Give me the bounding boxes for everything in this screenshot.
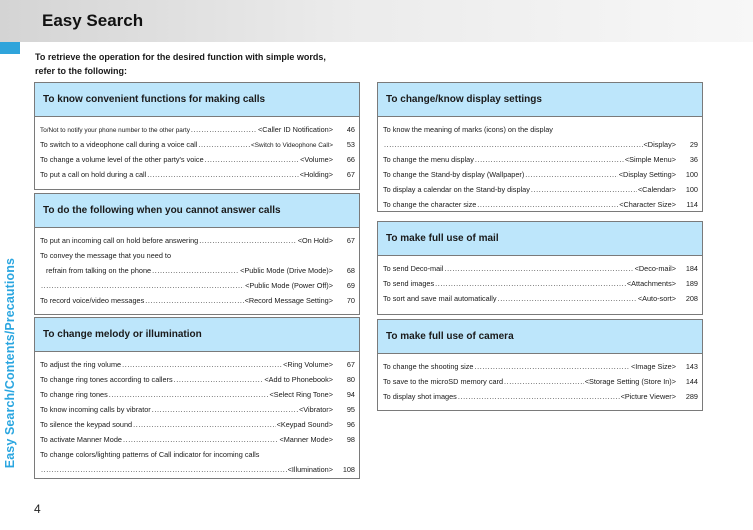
reference-row xyxy=(383,359,698,374)
side-index-label: Easy Search/Contents/Precautions xyxy=(3,258,17,469)
row-page-number: 67 xyxy=(346,170,355,179)
row-function-name: <Keypad Sound> xyxy=(276,420,333,429)
row-function-name: <Public Mode (Drive Mode)> xyxy=(240,266,333,275)
section-cannot-answer xyxy=(34,193,360,315)
dot-leader xyxy=(41,462,287,477)
row-description: To put a call on hold during a call xyxy=(40,170,147,179)
row-page-number: 100 xyxy=(685,170,698,179)
row-function-name: <On Hold> xyxy=(297,236,333,245)
row-function-name: <Storage Setting (Store In)> xyxy=(584,377,676,386)
row-description: To activate Manner Mode xyxy=(40,435,122,444)
row-page-number: 108 xyxy=(342,465,355,474)
dot-leader xyxy=(152,402,298,417)
row-function-name: <Record Message Setting> xyxy=(244,296,333,305)
reference-row xyxy=(40,248,355,263)
intro-text xyxy=(35,50,365,78)
reference-row xyxy=(40,263,355,278)
row-function-name: <Volume> xyxy=(300,155,333,164)
row-description: To change the character size xyxy=(383,200,477,209)
reference-row xyxy=(40,278,355,293)
row-page-number: 98 xyxy=(346,435,355,444)
section-title: To make full use of camera xyxy=(378,320,702,354)
section-camera xyxy=(377,319,703,411)
dot-leader xyxy=(174,372,264,387)
dot-leader xyxy=(475,152,624,167)
reference-row xyxy=(40,402,355,417)
row-description: To/Not to notify your phone number to the other party xyxy=(40,127,190,134)
section-rows xyxy=(35,117,359,182)
row-function-name: <Holding> xyxy=(299,170,333,179)
side-tab-marker xyxy=(0,42,20,54)
reference-row xyxy=(40,387,355,402)
dot-leader xyxy=(477,197,618,212)
row-page-number: 143 xyxy=(685,362,698,371)
reference-row xyxy=(40,233,355,248)
intro-line: refer to the following: xyxy=(35,66,127,76)
row-description: To record voice/video messages xyxy=(40,296,145,305)
reference-row xyxy=(40,417,355,432)
reference-row xyxy=(40,167,355,182)
row-page-number: 53 xyxy=(346,140,355,149)
dot-leader xyxy=(435,276,626,291)
row-description: To change colors/lighting patterns of Call indicator for incoming calls xyxy=(40,450,260,459)
row-function-name: <Vibrator> xyxy=(299,405,333,414)
row-description: To save to the microSD memory card xyxy=(383,377,504,386)
row-description: refrain from talking on the phone xyxy=(46,266,152,275)
row-description: To send images xyxy=(383,279,435,288)
row-page-number: 29 xyxy=(689,140,698,149)
row-page-number: 208 xyxy=(685,294,698,303)
reference-row xyxy=(40,372,355,387)
row-page-number: 69 xyxy=(346,281,355,290)
section-rows xyxy=(35,228,359,308)
row-description: To change a volume level of the other party's voice xyxy=(40,155,204,164)
row-description: To silence the keypad sound xyxy=(40,420,133,429)
row-function-name: <Display Setting> xyxy=(618,170,676,179)
dot-leader xyxy=(474,359,630,374)
reference-row xyxy=(383,167,698,182)
dot-leader xyxy=(531,182,637,197)
section-title: To make full use of mail xyxy=(378,222,702,256)
page-header xyxy=(0,0,753,42)
reference-row xyxy=(383,152,698,167)
reference-row xyxy=(383,291,698,306)
reference-row xyxy=(383,276,698,291)
row-function-name: <Picture Viewer> xyxy=(620,392,676,401)
reference-row xyxy=(383,137,698,152)
dot-leader xyxy=(198,137,250,152)
dot-leader xyxy=(444,261,633,276)
row-page-number: 100 xyxy=(685,185,698,194)
row-function-name: <Manner Mode> xyxy=(279,435,333,444)
dot-leader xyxy=(525,167,618,182)
row-function-name: <Attachments> xyxy=(626,279,676,288)
row-page-number: 70 xyxy=(346,296,355,305)
reference-row xyxy=(40,462,355,477)
dot-leader xyxy=(152,263,239,278)
reference-row xyxy=(383,122,698,137)
row-function-name: <Character Size> xyxy=(619,200,676,209)
row-page-number: 67 xyxy=(346,236,355,245)
row-function-name: <Deco-mail> xyxy=(634,264,676,273)
row-function-name: <Calendar> xyxy=(637,185,676,194)
row-description: To display a calendar on the Stand-by display xyxy=(383,185,530,194)
row-function-name: <Simple Menu> xyxy=(624,155,676,164)
row-description: To change the menu display xyxy=(383,155,474,164)
dot-leader xyxy=(123,432,279,447)
row-description: To send Deco-mail xyxy=(383,264,444,273)
row-function-name: <Auto-sort> xyxy=(637,294,676,303)
reference-row xyxy=(383,374,698,389)
row-page-number: 36 xyxy=(689,155,698,164)
page-title: Easy Search xyxy=(42,11,144,30)
row-function-name: <Caller ID Notification> xyxy=(257,125,333,134)
section-display xyxy=(377,82,703,212)
row-page-number: 184 xyxy=(685,264,698,273)
row-description: To change the Stand-by display (Wallpaper) xyxy=(383,170,525,179)
dot-leader xyxy=(458,389,620,404)
row-description: To display shot images xyxy=(383,392,457,401)
section-title: To change/know display settings xyxy=(378,83,702,117)
row-page-number: 289 xyxy=(685,392,698,401)
reference-row xyxy=(40,152,355,167)
section-mail xyxy=(377,221,703,315)
row-description: To know incoming calls by vibrator xyxy=(40,405,151,414)
dot-leader xyxy=(147,167,298,182)
section-title: To know convenient functions for making calls xyxy=(35,83,359,117)
reference-row xyxy=(40,122,355,137)
dot-leader xyxy=(504,374,584,389)
row-description: To change ring tones xyxy=(40,390,108,399)
intro-line: To retrieve the operation for the desired function with simple words, xyxy=(35,52,326,62)
reference-row xyxy=(40,137,355,152)
section-title: To do the following when you cannot answer calls xyxy=(35,194,359,228)
reference-row xyxy=(40,447,355,462)
row-description: To know the meaning of marks (icons) on the display xyxy=(383,125,553,134)
row-page-number: 94 xyxy=(346,390,355,399)
row-function-name: <Ring Volume> xyxy=(283,360,333,369)
section-rows xyxy=(378,256,702,306)
row-description: To convey the message that you need to xyxy=(40,251,172,260)
row-description: To sort and save mail automatically xyxy=(383,294,497,303)
reference-row xyxy=(383,197,698,212)
dot-leader xyxy=(498,291,637,306)
dot-leader xyxy=(384,137,643,152)
row-function-name: <Public Mode (Power Off)> xyxy=(245,281,333,290)
row-description: To switch to a videophone call during a voice call xyxy=(40,140,198,149)
reference-row xyxy=(40,432,355,447)
row-page-number: 67 xyxy=(346,360,355,369)
row-page-number: 144 xyxy=(685,377,698,386)
section-rows xyxy=(378,117,702,212)
row-description: To change ring tones according to callers xyxy=(40,375,173,384)
row-page-number: 189 xyxy=(685,279,698,288)
reference-row xyxy=(383,261,698,276)
dot-leader xyxy=(199,233,297,248)
row-page-number: 66 xyxy=(346,155,355,164)
reference-row xyxy=(383,182,698,197)
row-function-name: <Select Ring Tone> xyxy=(269,390,333,399)
row-page-number: 95 xyxy=(346,405,355,414)
row-description: To put an incoming call on hold before answering xyxy=(40,236,199,245)
section-calls xyxy=(34,82,360,190)
section-melody xyxy=(34,317,360,479)
row-function-name: <Display> xyxy=(643,140,676,149)
row-page-number: 46 xyxy=(346,125,355,134)
row-description: To change the shooting size xyxy=(383,362,474,371)
row-function-name: <Illumination> xyxy=(287,465,333,474)
section-title: To change melody or illumination xyxy=(35,318,359,352)
dot-leader xyxy=(109,387,269,402)
row-page-number: 114 xyxy=(686,200,698,209)
row-function-name: <Switch to Videophone Call> xyxy=(251,142,333,149)
row-function-name: <Image Size> xyxy=(630,362,676,371)
reference-row xyxy=(40,357,355,372)
row-page-number: 68 xyxy=(346,266,355,275)
dot-leader xyxy=(133,417,276,432)
page-number: 4 xyxy=(34,502,41,516)
dot-leader xyxy=(191,122,257,137)
row-page-number: 96 xyxy=(346,420,355,429)
row-function-name: <Add to Phonebook> xyxy=(264,375,333,384)
dot-leader xyxy=(41,278,244,293)
reference-row xyxy=(40,293,355,308)
row-page-number: 80 xyxy=(346,375,355,384)
dot-leader xyxy=(122,357,282,372)
row-description: To adjust the ring volume xyxy=(40,360,122,369)
section-rows xyxy=(35,352,359,477)
dot-leader xyxy=(205,152,299,167)
section-rows xyxy=(378,354,702,404)
reference-row xyxy=(383,389,698,404)
dot-leader xyxy=(145,293,243,308)
